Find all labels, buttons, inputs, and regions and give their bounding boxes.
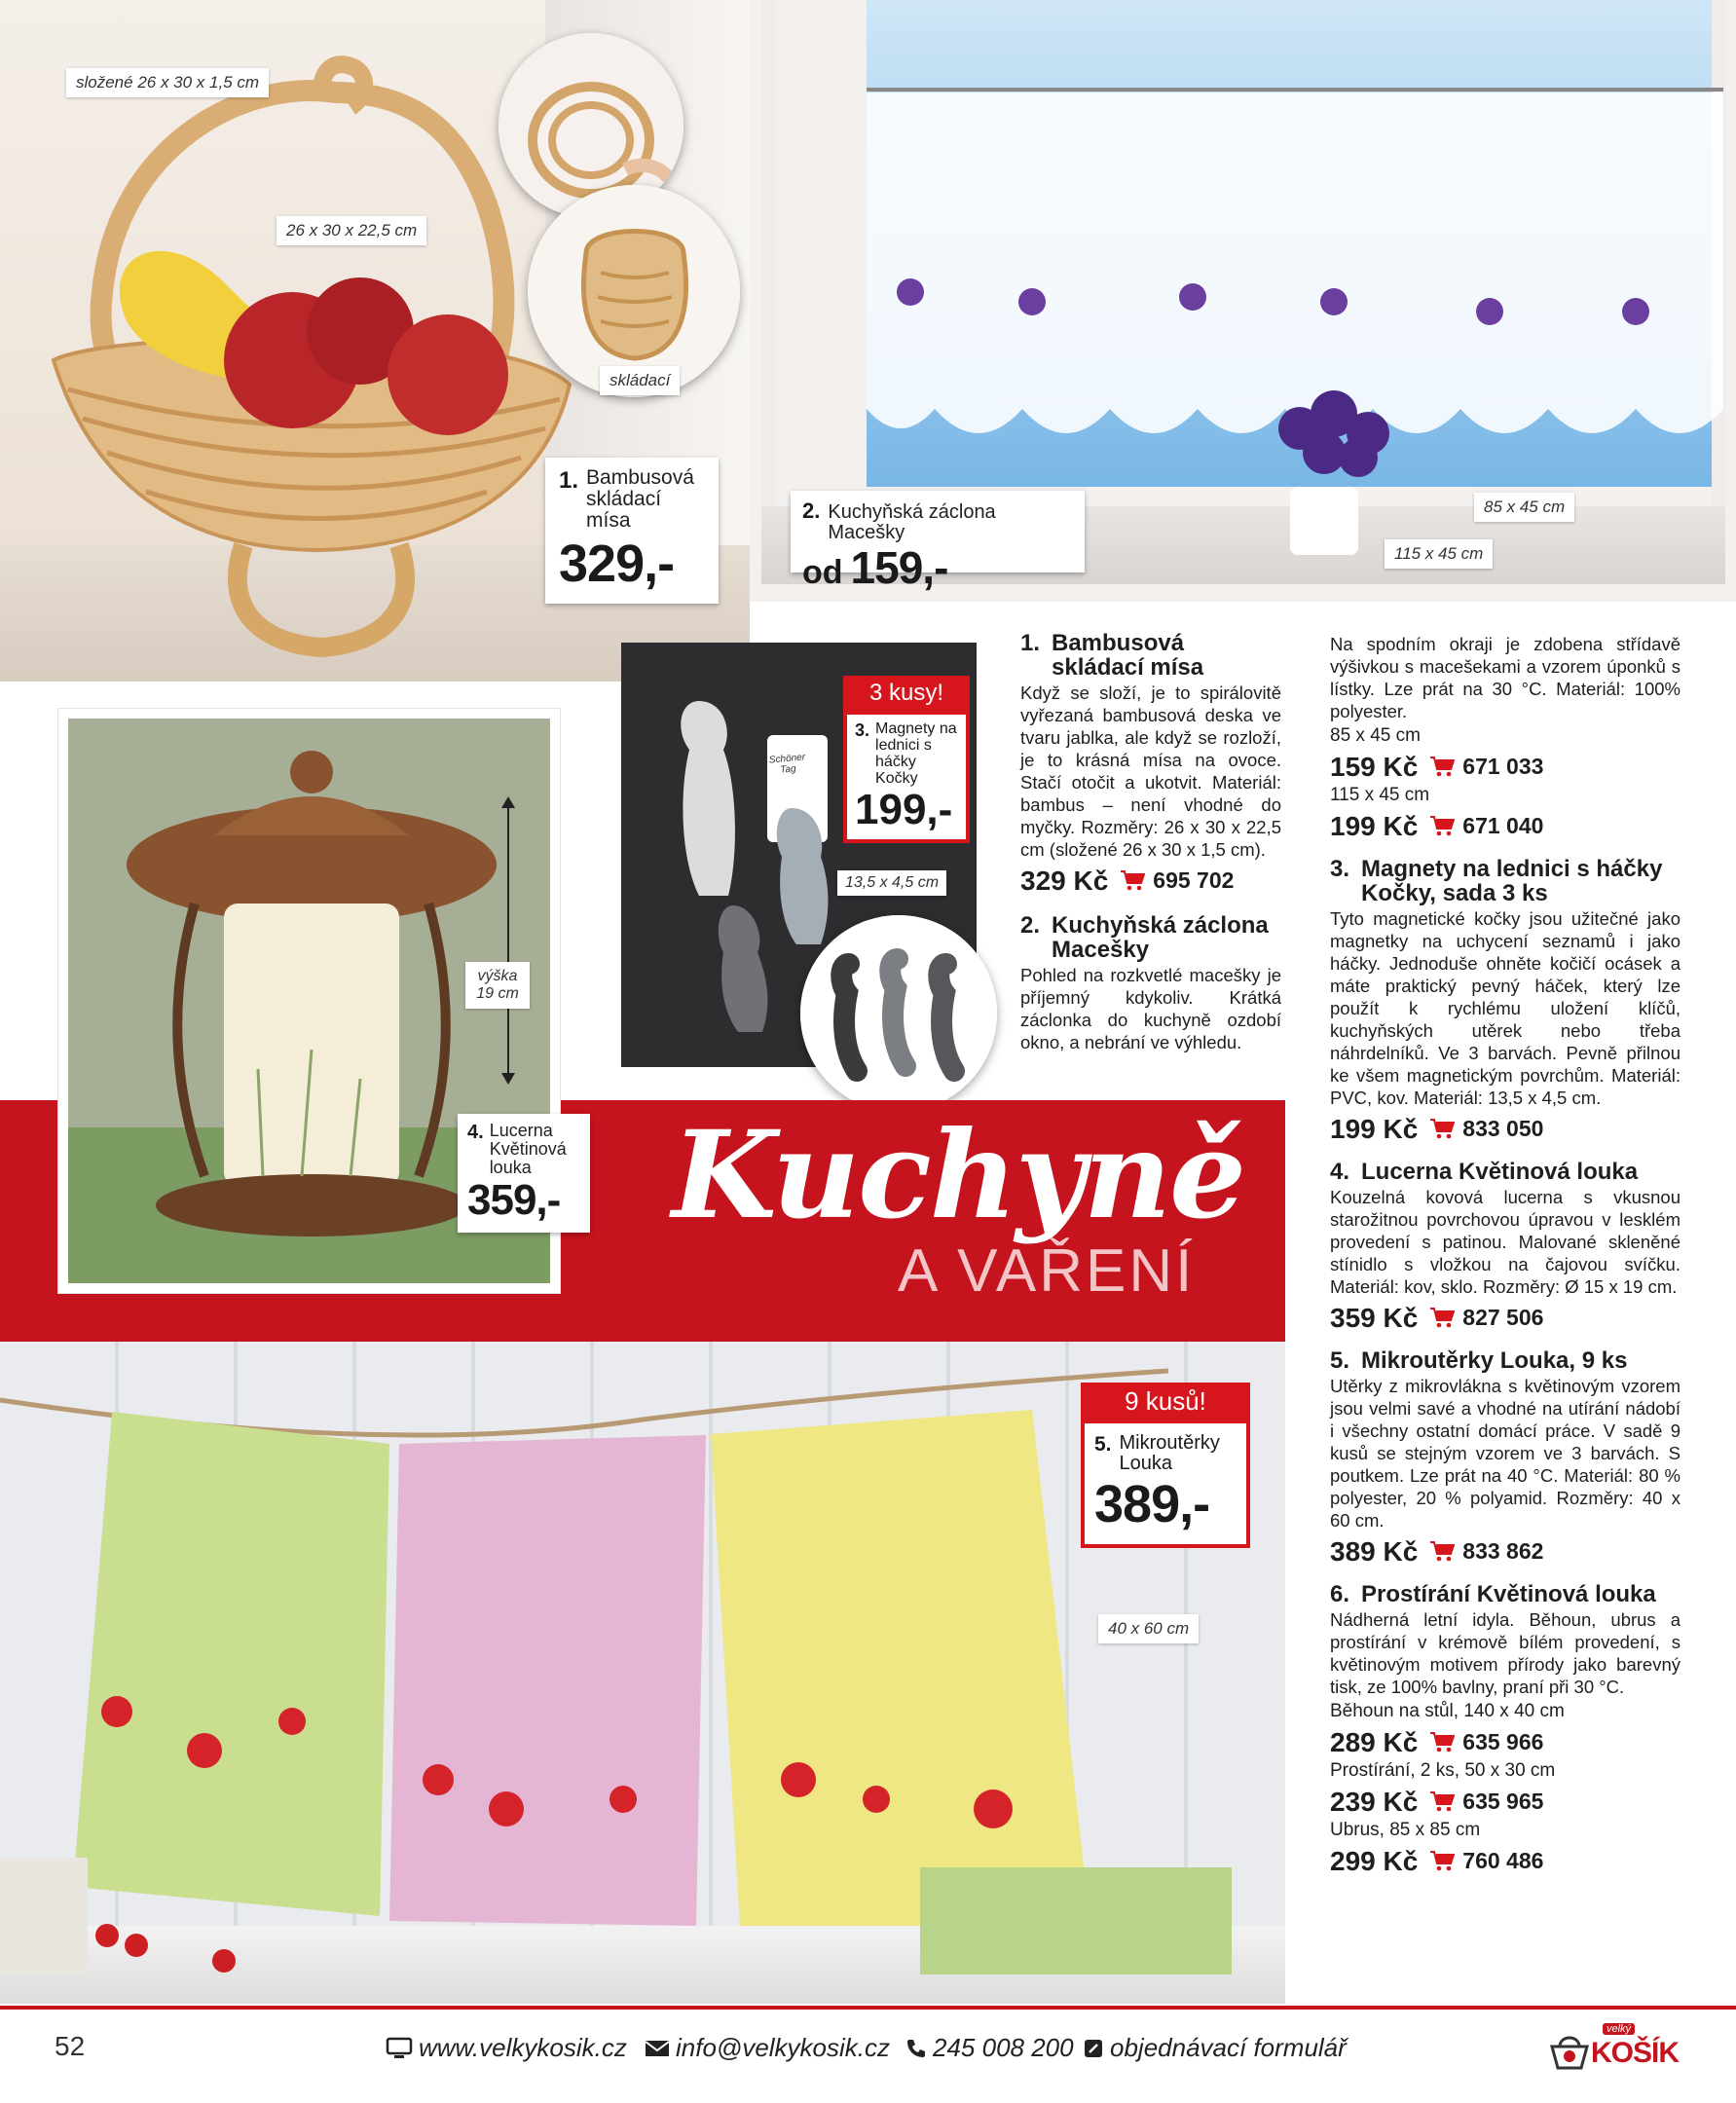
product-number: 1. [1020, 630, 1041, 656]
cart-icon[interactable] [1429, 756, 1455, 777]
tag-title: Lucerna Květinová louka [489, 1121, 567, 1177]
cart-icon[interactable] [1429, 1118, 1455, 1139]
form-icon [1083, 2038, 1104, 2059]
product-number: 2. [1020, 912, 1041, 939]
envelope-icon [645, 2039, 670, 2058]
tag-number: 5. [1094, 1433, 1112, 1456]
product-title: Prostírání Květinová louka [1361, 1581, 1656, 1607]
cart-icon[interactable] [1429, 1850, 1455, 1871]
footer-divider [0, 2006, 1736, 2010]
cart-icon[interactable] [1429, 1307, 1455, 1328]
footer-phone-link[interactable] [905, 2033, 1074, 2063]
magnets-price-tag [843, 711, 970, 843]
product-order-code: 760 486 [1462, 1847, 1544, 1873]
product-5-heading [1330, 1348, 1681, 1373]
magnets-dim: 13,5 x 4,5 cm [837, 870, 946, 896]
product-price: 299 Kč [1330, 1845, 1419, 1876]
product-price: 199 Kč [1330, 810, 1419, 841]
magnets-inset [800, 915, 997, 1112]
curtain-price-tag [791, 491, 1085, 593]
logo-small-text: velký [1603, 2023, 1635, 2035]
cart-icon[interactable] [1429, 815, 1455, 836]
product-title: Lucerna Květinová louka [1361, 1159, 1639, 1185]
product-4-price-row [1330, 1302, 1681, 1333]
tag-price: 199,- [855, 786, 953, 833]
tag-title: Kuchyňská záclona Macešky [828, 501, 996, 543]
velky-kosik-logo[interactable] [1548, 2021, 1694, 2076]
product-variant-label: Běhoun na stůl, 140 x 40 cm [1330, 1701, 1565, 1721]
magnet-note-text: Schöner Tag [768, 752, 806, 776]
product-2-price-row-b [1330, 810, 1681, 841]
towels-badge: 9 kusů! [1081, 1383, 1250, 1421]
product-number: 3. [1330, 856, 1350, 882]
product-price: 159 Kč [1330, 751, 1419, 782]
product-3-heading [1330, 857, 1681, 905]
products-column-right [1330, 633, 1681, 1876]
tag-number: 3. [855, 720, 870, 740]
product-number: 4. [1330, 1159, 1350, 1185]
product-number: 5. [1330, 1347, 1350, 1374]
basket-price-tag [545, 458, 719, 604]
product-1-heading [1020, 631, 1281, 680]
product-2-price-row-a [1330, 751, 1681, 782]
cart-icon[interactable] [1429, 1540, 1455, 1562]
product-1-description: Když se složí, je to spirálovitě vyřezaná bambusová deska ve tvaru jablka, ale když se rozloží, je to krásná mísa na ovoce. Stačí otočit a ukotvit. Materiál: bambus – není vhodné do myčky. Rozměry: 26 x 30 x 22,5 cm (složené 26 x 30 x 1,5 cm). [1020, 683, 1281, 860]
product-4-heading [1330, 1160, 1681, 1184]
basket-folding-label: skládací [600, 366, 680, 395]
height-arrow-icon [497, 794, 520, 1087]
cart-icon[interactable] [1120, 869, 1145, 891]
tag-price: 329,- [559, 535, 675, 594]
tag-title: Magnety na lednici s háčky Kočky [875, 720, 957, 787]
product-order-code: 635 965 [1462, 1788, 1544, 1814]
product-3-price-row [1330, 1113, 1681, 1144]
lantern-price-tag [458, 1114, 590, 1233]
product-variant-label: 85 x 45 cm [1330, 725, 1421, 746]
product-order-code: 695 702 [1153, 867, 1235, 893]
product-5-description: Utěrky z mikrovlákna s květinovým vzorem jsou velmi savé a vhodné na utírání nádobí i všechny ostatní domácí práce. V sadě 9 kusů se stejným vzorem ve 3 barvách. S poutkem. Lze prát na 40 °C. Materiál: 80 % polyester, 20 % polyamid. Rozměry: 40 x 60 cm. [1330, 1376, 1681, 1531]
website-text: www.velkykosik.cz [419, 2033, 627, 2062]
lantern-height-label: výška 19 cm [465, 962, 530, 1009]
product-order-code: 671 040 [1462, 812, 1544, 838]
product-6-price-row-a [1330, 1726, 1681, 1757]
product-title: Mikroutěrky Louka, 9 ks [1361, 1347, 1628, 1374]
product-4-description: Kouzelná kovová lucerna s vkusnou starožitnou povrchovou úpravou v lesklém provedení s patinou. Malované skleněné stínidlo s vložkou na čajovou svíčku. Materiál: kov, sklo. Rozměry: Ø 15 x 19 cm. [1330, 1187, 1681, 1297]
product-variant-label: 115 x 45 cm [1330, 785, 1430, 805]
tag-price: 359,- [467, 1176, 561, 1224]
product-price: 289 Kč [1330, 1726, 1419, 1757]
tag-price-prefix: od [802, 554, 843, 591]
product-2-description: Pohled na rozkvetlé macešky je příjemný kdykoliv. Krátká záclonka do kuchyně ozdobí okno, a nebrání ve výhledu. [1020, 965, 1281, 1052]
phone-text: 245 008 200 [933, 2033, 1074, 2062]
product-title: Magnety na lednici s háčky Kočky, sada 3 ks [1361, 856, 1663, 906]
product-price: 389 Kč [1330, 1535, 1419, 1567]
cart-icon[interactable] [1429, 1790, 1455, 1812]
product-order-code: 833 862 [1462, 1537, 1544, 1564]
towels-dim: 40 x 60 cm [1098, 1614, 1199, 1643]
product-order-code: 833 050 [1462, 1115, 1544, 1141]
basket-dim-open: 26 x 30 x 22,5 cm [277, 216, 426, 245]
product-price: 329 Kč [1020, 865, 1109, 896]
product-price: 239 Kč [1330, 1786, 1419, 1817]
curtain-dim-b: 115 x 45 cm [1385, 539, 1493, 569]
product-order-code: 671 033 [1462, 753, 1544, 779]
product-6-heading [1330, 1582, 1681, 1606]
order-form-text: objednávací formulář [1110, 2033, 1347, 2062]
products-column-left [1020, 619, 1281, 1053]
product-2-description-cont: Na spodním okraji je zdobena střídavě výšivkou s macešekami a vzorem úponků s lístky. Lze prát na 30 °C. Materiál: 100% polyester. [1330, 634, 1681, 721]
product-2-heading [1020, 913, 1281, 962]
tag-title: Bambusová skládací mísa [586, 466, 694, 533]
email-text: info@velkykosik.cz [676, 2033, 891, 2062]
footer-website-link[interactable] [386, 2033, 627, 2063]
product-title: Kuchyňská záclona Macešky [1052, 912, 1269, 963]
banner-subtitle: A VAŘENÍ [898, 1237, 1196, 1305]
monitor-icon [386, 2037, 413, 2060]
product-3-description: Tyto magnetické kočky jsou užitečné jako magnetky na uchycení seznamů i jako háčky. Jednoduše ohněte kočičí ocásek a máte praktický pevný háček, který lze použít k rychlému uložení klíčů, kuchyňských utěrek nebo třeba náhrdelníků. Ve 3 barvách. Pevně přilnou ke všem magnetickým povrchům. Materiál: PVC, kov. Materiál: 13,5 x 4,5 cm. [1330, 908, 1681, 1108]
footer-email-link[interactable] [645, 2033, 890, 2063]
banner-script-title: Kuchyně [672, 1105, 1244, 1246]
product-order-code: 635 966 [1462, 1728, 1544, 1754]
towels-price-tag [1081, 1420, 1250, 1548]
product-1-price-row [1020, 865, 1281, 896]
product-order-code: 827 506 [1462, 1304, 1544, 1330]
product-price: 199 Kč [1330, 1113, 1419, 1144]
product-6-price-row-b [1330, 1786, 1681, 1817]
magnets-badge: 3 kusy! [843, 676, 970, 713]
product-number: 6. [1330, 1581, 1350, 1607]
basket-dim-folded: složené 26 x 30 x 1,5 cm [66, 68, 269, 97]
product-variant-label: Prostírání, 2 ks, 50 x 30 cm [1330, 1760, 1556, 1781]
phone-icon [905, 2038, 927, 2059]
product-6-description: Nádherná letní idyla. Běhoun, ubrus a prostírání v krémově bílém provedení, s květinovým motivem přírody jako barevný tisk, ze 100% bavlny, praní při 30 °C. [1330, 1609, 1681, 1697]
product-title: Bambusová skládací mísa [1052, 630, 1204, 681]
product-5-price-row [1330, 1535, 1681, 1567]
tag-number: 4. [467, 1122, 484, 1143]
product-price: 359 Kč [1330, 1302, 1419, 1333]
cart-icon[interactable] [1429, 1731, 1455, 1752]
page-number: 52 [55, 2031, 86, 2061]
tag-number: 1. [559, 467, 579, 494]
product-6-price-row-c [1330, 1845, 1681, 1876]
tag-price: 159,- [850, 542, 948, 593]
logo-main-text: KOŠÍK [1591, 2037, 1680, 2069]
tag-price: 389,- [1094, 1475, 1210, 1533]
tag-title: Mikroutěrky Louka [1119, 1432, 1220, 1474]
tag-number: 2. [802, 498, 821, 523]
curtain-dim-a: 85 x 45 cm [1474, 493, 1574, 522]
product-variant-label: Ubrus, 85 x 85 cm [1330, 1820, 1481, 1840]
basket-logo-icon [1548, 2031, 1591, 2072]
footer-order-form-link[interactable] [1083, 2033, 1347, 2063]
